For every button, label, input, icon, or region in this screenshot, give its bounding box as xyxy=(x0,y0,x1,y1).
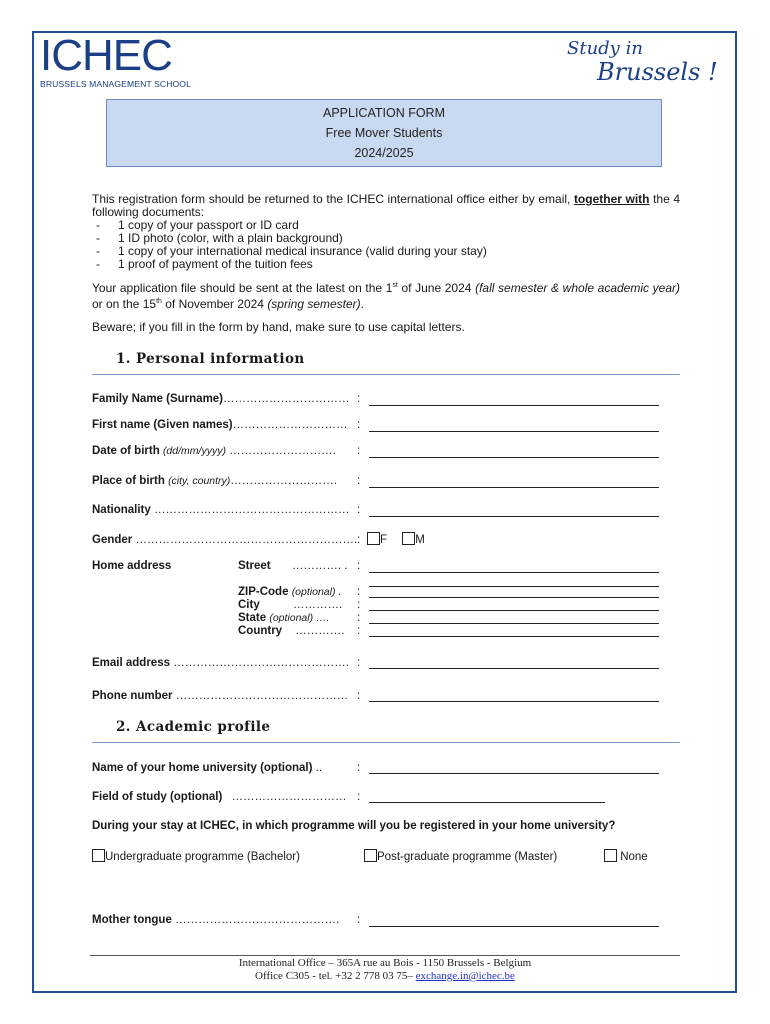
tagline-line1: Study in xyxy=(567,38,643,59)
deadline-text: Your application file should be sent at the latest on the 1 xyxy=(92,281,393,295)
colon: : xyxy=(357,791,361,803)
footer-divider xyxy=(90,955,680,956)
zip-code-label: ZIP-Code (optional) . xyxy=(238,586,342,598)
form-title-box xyxy=(106,99,662,167)
home-address-label: Home address xyxy=(92,560,172,572)
section-divider xyxy=(92,742,680,743)
tagline-line2: Brussels ! xyxy=(597,58,718,86)
programme-question: During your stay at ICHEC, in which programme will you be registered in your home university? xyxy=(92,820,616,832)
intro-p1-text: This registration form should be returned to the ICHEC international office either by email, xyxy=(92,192,574,206)
zip-code-field[interactable] xyxy=(369,597,659,598)
none-checkbox[interactable] xyxy=(604,849,617,862)
master-checkbox[interactable] xyxy=(364,849,377,862)
email-address-label: Email address ………………………………………. xyxy=(92,657,349,669)
deadline-note: (fall semester & whole academic year) xyxy=(475,281,680,295)
nationality-label: Nationality …………………………………………… xyxy=(92,504,350,516)
colon: : xyxy=(357,625,361,637)
country-label: Country …………. xyxy=(238,625,345,637)
programme-option-master xyxy=(364,849,557,863)
colon: : xyxy=(357,419,361,431)
colon: : xyxy=(357,560,361,572)
colon: : xyxy=(357,504,361,516)
deadline-text: of November 2024 xyxy=(161,297,268,311)
family-name-label: Family Name (Surname)…………………………… xyxy=(92,393,350,405)
mother-tongue-field[interactable] xyxy=(369,926,659,927)
street-field-line-2[interactable] xyxy=(369,586,659,587)
state-field[interactable] xyxy=(369,623,659,624)
gender-m-checkbox[interactable] xyxy=(402,532,415,545)
mother-tongue-label: Mother tongue ……………………………………. xyxy=(92,914,340,926)
place-of-birth-label: Place of birth (city, country)………………………. xyxy=(92,475,337,487)
home-university-label: Name of your home university (optional) .. xyxy=(92,762,323,774)
form-title: APPLICATION FORM xyxy=(322,106,445,120)
colon: : xyxy=(357,586,361,598)
field-of-study-label: Field of study (optional) ………………………… xyxy=(92,791,347,803)
gender-f-label: F xyxy=(380,534,388,546)
section-divider xyxy=(92,374,680,375)
footer-contact xyxy=(90,970,680,983)
bachelor-label: Undergraduate programme (Bachelor) xyxy=(105,851,300,863)
colon: : xyxy=(357,445,361,457)
deadline-text: . xyxy=(360,297,365,311)
intro-p1-text-end: the 4 following documents: xyxy=(92,192,680,219)
first-name-label: First name (Given names)………………………… xyxy=(92,419,348,431)
intro-p1-emphasis: together with xyxy=(573,192,650,206)
state-label: State (optional) …. xyxy=(238,612,330,624)
colon: : xyxy=(357,657,361,669)
phone-number-field[interactable] xyxy=(369,701,659,702)
deadline-text: or on the 15 xyxy=(92,297,157,311)
footer-email-link[interactable]: exchange.in@ichec.be xyxy=(415,970,515,982)
section-academic-profile-title: 2. Academic profile xyxy=(116,719,271,735)
footer-address: International Office – 365A rue au Bois - 1150 Brussels - Belgium xyxy=(238,957,532,969)
footer xyxy=(90,957,680,983)
family-name-field[interactable] xyxy=(369,405,659,406)
list-item: - 1 copy of your passport or ID card xyxy=(92,219,680,232)
deadline-note: (spring semester) xyxy=(267,297,361,311)
date-of-birth-field[interactable] xyxy=(369,457,659,458)
form-subtitle: Free Mover Students xyxy=(325,126,443,140)
programme-option-none xyxy=(604,849,648,863)
city-label: City …………. xyxy=(238,599,343,611)
gender-m-label: M xyxy=(415,534,425,546)
bachelor-checkbox[interactable] xyxy=(92,849,105,862)
street-label: Street …………. . xyxy=(238,560,348,572)
intro-paragraph-3: Beware; if you fill in the form by hand, make sure to use capital letters. xyxy=(92,320,465,334)
gender-f-checkbox[interactable] xyxy=(367,532,380,545)
field-of-study-field[interactable] xyxy=(369,802,605,803)
gender-label: Gender …………………………………………………. xyxy=(92,534,358,546)
home-university-field[interactable] xyxy=(369,773,659,774)
list-item: - 1 ID photo (color, with a plain background) xyxy=(92,232,680,245)
first-name-field[interactable] xyxy=(369,431,659,432)
gender-options xyxy=(367,532,425,546)
list-item: - 1 copy of your international medical insurance (valid during your stay) xyxy=(92,245,680,258)
intro-text xyxy=(92,193,680,334)
programme-option-bachelor xyxy=(92,849,300,863)
deadline-text: of June 2024 xyxy=(397,281,476,295)
colon: : xyxy=(357,762,361,774)
section-personal-information-title: 1. Personal information xyxy=(116,351,305,367)
date-of-birth-label: Date of birth (dd/mm/yyyy) ………………………. xyxy=(92,445,336,457)
ordinal-suffix: th xyxy=(156,298,162,305)
colon: : xyxy=(357,599,361,611)
colon: : xyxy=(357,534,361,546)
colon: : xyxy=(357,914,361,926)
email-field[interactable] xyxy=(369,668,659,669)
logo-subtitle: BRUSSELS MANAGEMENT SCHOOL xyxy=(40,79,191,89)
street-field[interactable] xyxy=(369,572,659,573)
documents-list xyxy=(92,219,680,271)
place-of-birth-field[interactable] xyxy=(369,487,659,488)
phone-number-label: Phone number ……………………………………… xyxy=(92,690,349,702)
none-label: None xyxy=(620,851,648,863)
list-item: - 1 proof of payment of the tuition fees xyxy=(92,258,680,271)
colon: : xyxy=(357,690,361,702)
master-label: Post-graduate programme (Master) xyxy=(377,851,558,863)
colon: : xyxy=(357,475,361,487)
footer-office-phone: Office C305 - tel. +32 2 778 03 75– xyxy=(255,970,416,982)
nationality-field[interactable] xyxy=(369,516,659,517)
intro-paragraph-1 xyxy=(92,193,680,219)
city-field[interactable] xyxy=(369,610,659,611)
country-field[interactable] xyxy=(369,636,659,637)
colon: : xyxy=(357,612,361,624)
study-in-brussels-tagline xyxy=(559,34,734,90)
ordinal-suffix: st xyxy=(392,282,398,289)
ichec-logo xyxy=(40,31,200,90)
academic-year: 2024/2025 xyxy=(354,146,414,160)
colon: : xyxy=(357,393,361,405)
intro-paragraph-2 xyxy=(92,279,680,311)
logo-name: ICHEC xyxy=(40,31,172,80)
